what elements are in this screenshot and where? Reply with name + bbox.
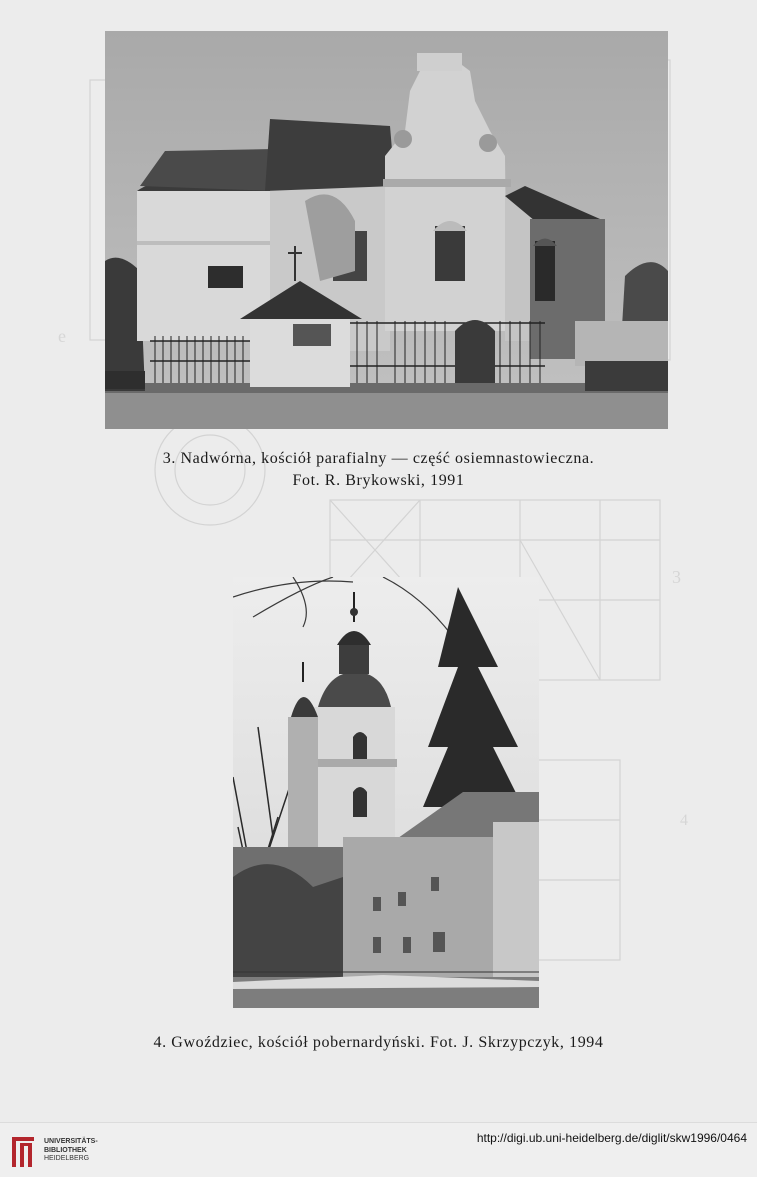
svg-text:3: 3: [672, 567, 681, 587]
logo-line-1: UNIVERSITÄTS-: [44, 1138, 98, 1146]
photo-gwozdziec-church: [233, 577, 539, 1008]
photo-nadworna-church: [105, 31, 668, 429]
photo2-caption: 4. Gwoździec, kościół pobernardyński. Fot. J. Skrzypczyk, 1994: [153, 1034, 604, 1051]
logo-line-3: HEIDELBERG: [44, 1155, 90, 1163]
svg-text:e: e: [58, 326, 66, 346]
photo1-caption-line1: 3. Nadwórna, kościół parafialny — część osiemnastowieczna.: [162, 450, 595, 467]
photo1-caption: [0, 448, 757, 492]
logo-text: [44, 1138, 98, 1164]
photo1-caption-line2: Fot. R. Brykowski, 1991: [292, 472, 465, 489]
viewer-footer: [0, 1122, 757, 1177]
svg-text:4: 4: [680, 812, 688, 829]
permalink-url[interactable]: http://digi.ub.uni-heidelberg.de/diglit/skw1996/0464: [476, 1131, 747, 1145]
logo-line-2: BIBLIOTHEK: [44, 1146, 87, 1154]
heidelberg-logo-icon: [10, 1133, 38, 1169]
university-library-logo[interactable]: [10, 1131, 130, 1171]
